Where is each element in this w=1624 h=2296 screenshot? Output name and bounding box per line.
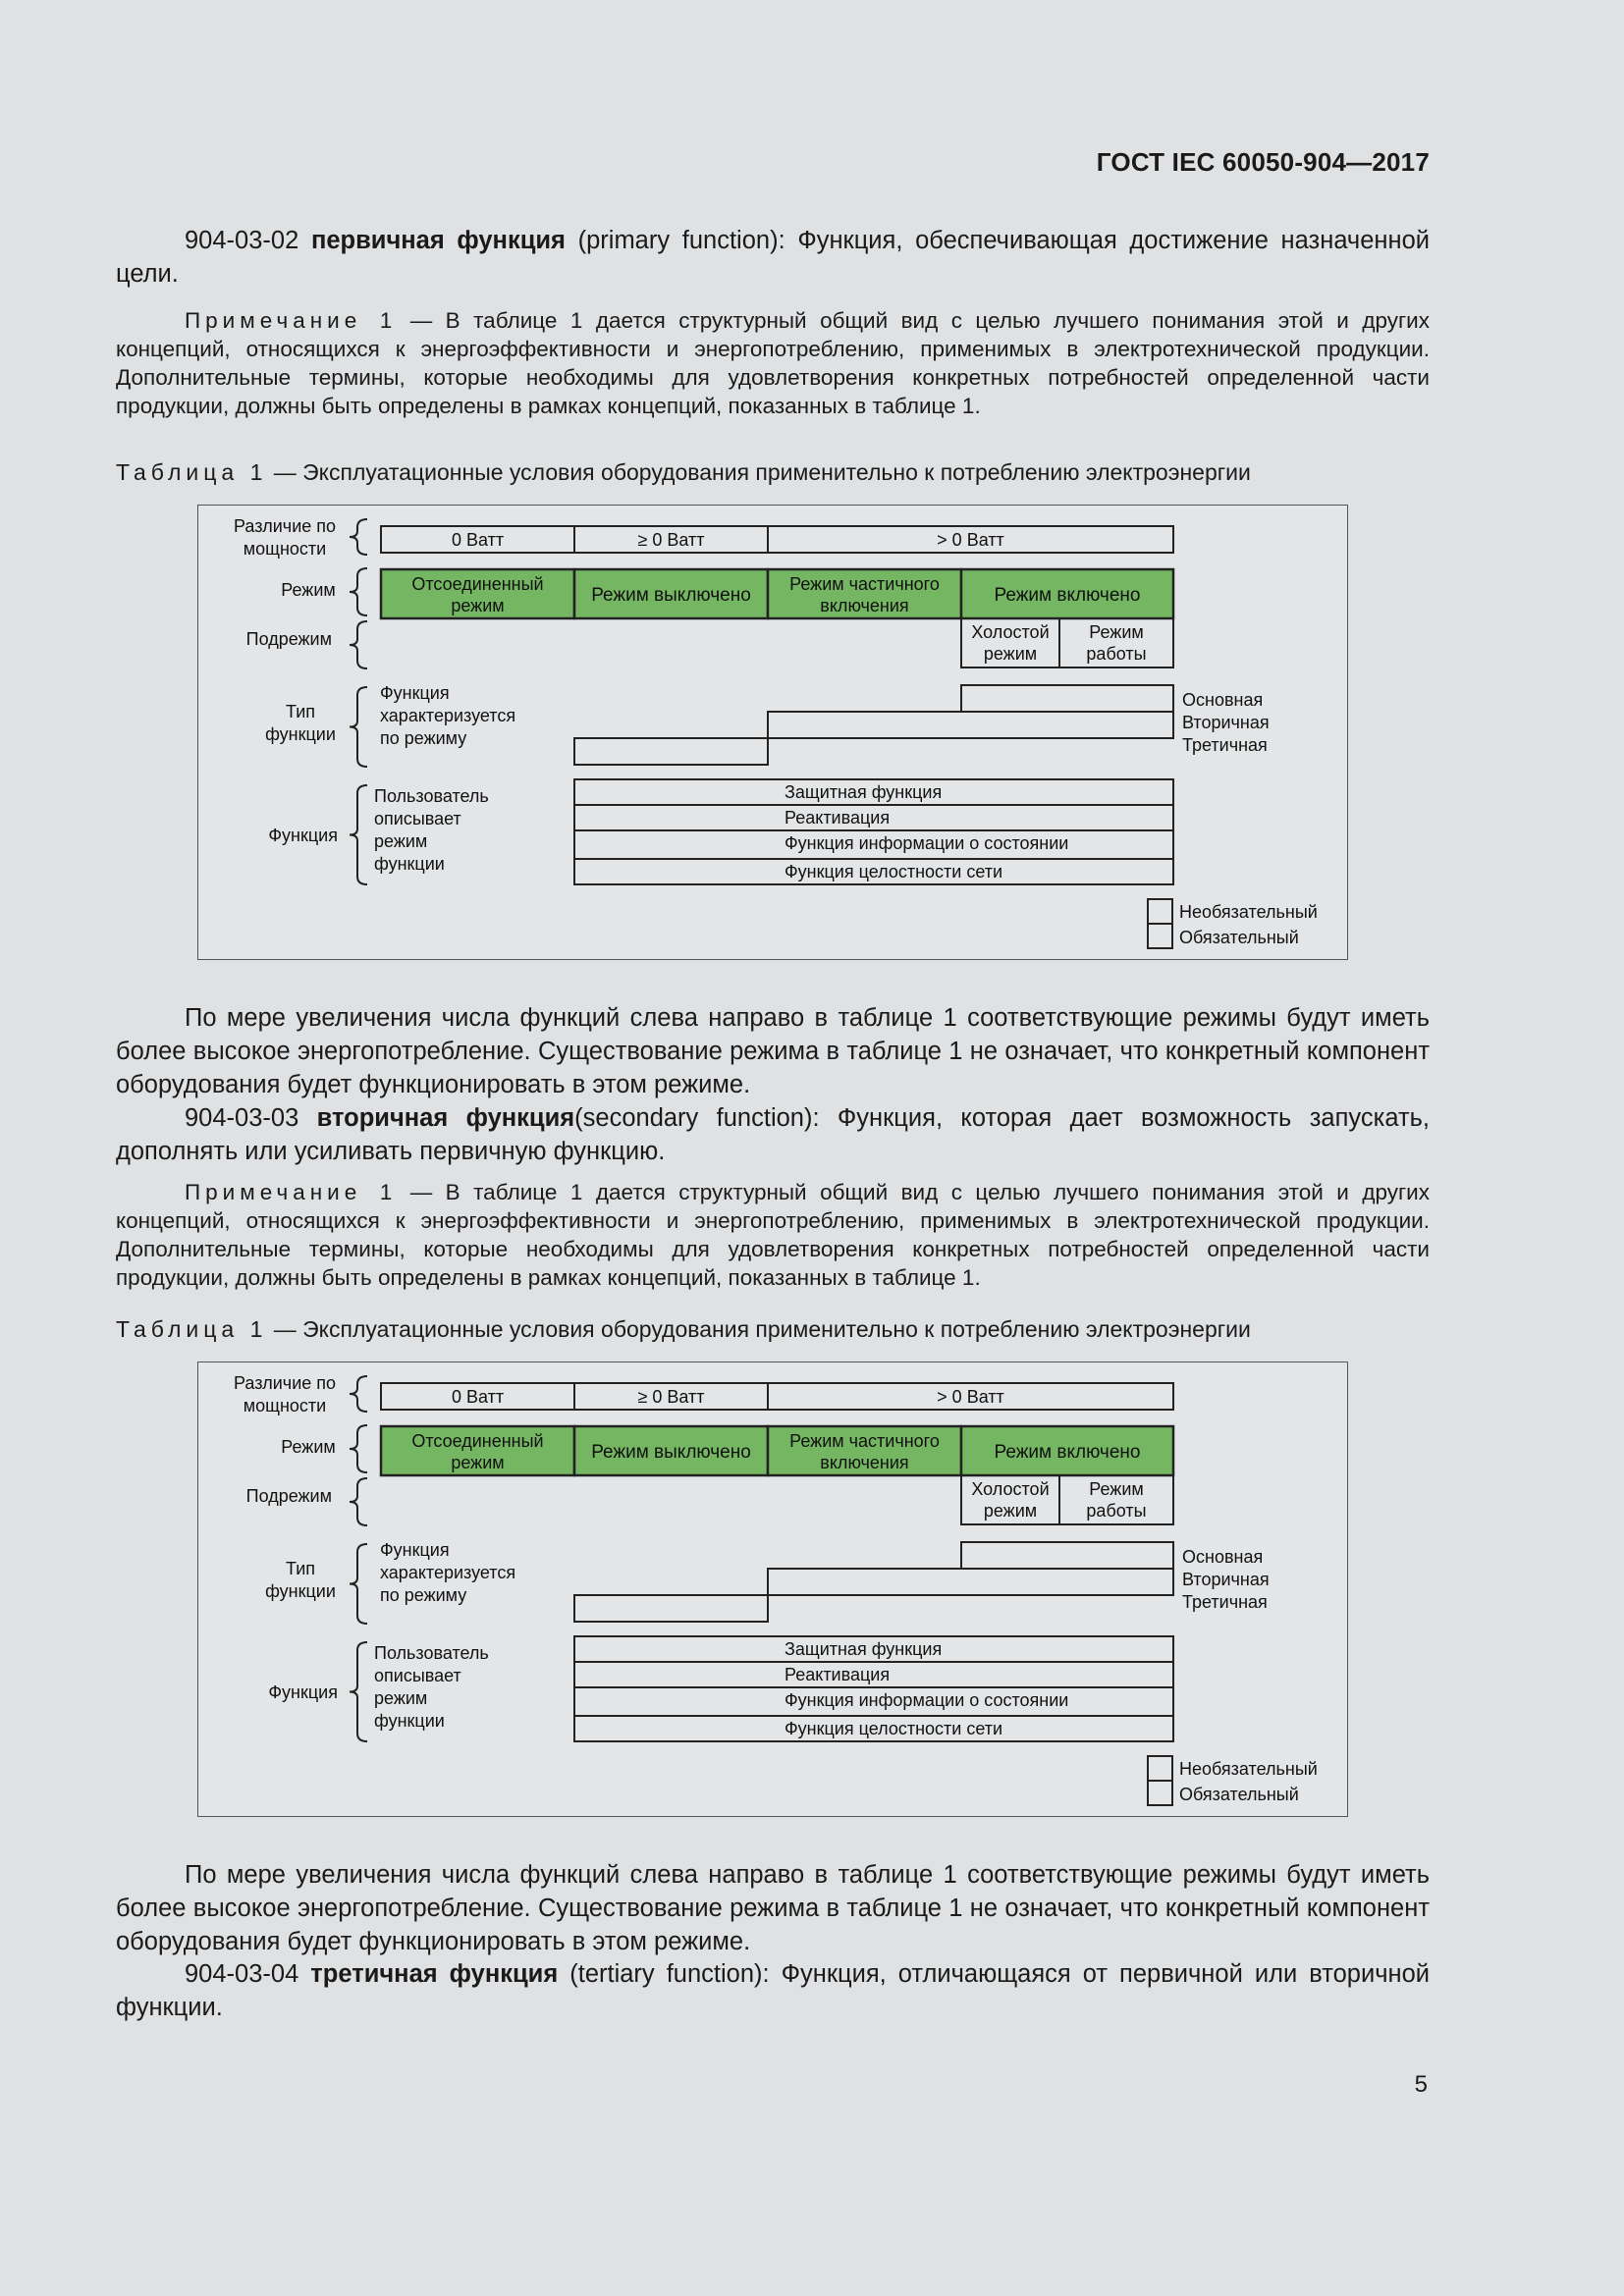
func-type-secondary-bar <box>768 1569 1173 1595</box>
submode-label: Режим <box>1089 622 1144 642</box>
mode-label: Режим частичного <box>789 1431 940 1451</box>
term-number: 904-03-03 <box>185 1104 299 1132</box>
mode-label: Отсоединенный <box>411 1431 544 1451</box>
term-definition: (primary function): Функция, обеспечивающая достижение назначенной цели. <box>116 227 1430 288</box>
note-2 <box>116 1178 1430 1292</box>
brace-submode <box>350 1478 367 1525</box>
row-label-submode: Подрежим <box>245 1486 332 1506</box>
row-label-power: мощности <box>243 1396 327 1415</box>
note-text: — В таблице 1 дается структурный общий вид с целью лучшего понимания этой и других концепций, относящихся к энергоэффективности и энергопотреблению, применимых в электротехнической продукции. Дополнительные термины, которые необходимы для удовлетворения конкретных потребностей определенной части продукции, должны быть определены в рамках концепций, показанных в таблице 1. <box>116 1180 1430 1290</box>
note-1 <box>116 306 1430 420</box>
note-label: Примечание 1 <box>185 1180 398 1204</box>
mode-label: Режим выключено <box>591 1442 751 1463</box>
row-label-mode: Режим <box>281 1437 336 1457</box>
function-row-label: Функция информации о состоянии <box>785 1690 1069 1710</box>
submode-label: работы <box>1086 644 1147 664</box>
legend-label: Обязательный <box>1179 928 1299 947</box>
submode-label: Режим <box>1089 1479 1144 1499</box>
function-desc: Пользователь <box>374 1643 489 1663</box>
row-label-func-type: функции <box>265 724 336 744</box>
mode-label: Режим включено <box>994 585 1141 606</box>
legend-optional-box <box>1148 1756 1172 1781</box>
row-label-function: Функция <box>268 1682 338 1702</box>
brace-func-type <box>350 687 367 767</box>
mode-label: Режим выключено <box>591 585 751 606</box>
brace-function <box>350 785 367 884</box>
row-label-func-type: Тип <box>285 1559 316 1578</box>
legend-optional-box <box>1148 899 1172 924</box>
term-number: 904-03-02 <box>185 227 299 254</box>
term-name: вторичная функция <box>316 1104 575 1132</box>
table-caption-2 <box>116 1314 1251 1344</box>
func-type-label: Вторичная <box>1182 1570 1270 1589</box>
mode-label: включения <box>820 596 909 615</box>
row-label-power: мощности <box>243 539 327 559</box>
paragraph-text: По мере увеличения числа функций слева направо в таблице 1 соответствующие режимы будут иметь более высокое энергопотребление. Существование режима в таблице 1 не означает, что конкретный компонент оборудования будет функционировать в этом режиме. <box>116 1861 1430 1955</box>
paragraph-text: По мере увеличения числа функций слева направо в таблице 1 соответствующие режимы будут иметь более высокое энергопотребление. Существование режима в таблице 1 не означает, что конкретный компонент оборудования будет функционировать в этом режиме. <box>116 1004 1430 1098</box>
function-row-label: Реактивация <box>785 808 891 828</box>
paragraph-energy-2 <box>116 1858 1430 1958</box>
term-name: третичная функция <box>310 1960 559 1988</box>
power-label: 0 Ватт <box>451 1387 505 1407</box>
mode-label: Режим частичного <box>789 574 940 594</box>
func-type-label: Третичная <box>1182 1592 1268 1612</box>
term-secondary-function <box>116 1101 1430 1168</box>
func-type-label: Третичная <box>1182 735 1268 755</box>
submode-label: режим <box>983 644 1038 664</box>
caption-text: — Эксплуатационные условия оборудования применительно к потреблению электроэнергии <box>273 1316 1251 1342</box>
function-row-label: Функция целостности сети <box>785 862 1003 881</box>
submode-label: Холостой <box>971 622 1050 642</box>
function-row-label: Реактивация <box>785 1665 891 1684</box>
row-label-mode: Режим <box>281 580 336 600</box>
term-number: 904-03-04 <box>185 1960 299 1988</box>
mode-label: режим <box>451 596 505 615</box>
paragraph-energy-1 <box>116 1001 1430 1101</box>
brace-power <box>350 1376 367 1412</box>
submode-label: работы <box>1086 1501 1147 1521</box>
term-primary-function <box>116 224 1430 291</box>
row-label-func-type: Тип <box>285 702 316 721</box>
legend-label: Необязательный <box>1179 1759 1318 1779</box>
caption-label: Таблица 1 <box>116 459 268 485</box>
table-caption-1 <box>116 457 1251 487</box>
func-type-desc: по режиму <box>380 1585 467 1605</box>
func-type-desc: характеризуется <box>380 1563 516 1582</box>
function-row-label: Функция информации о состоянии <box>785 833 1069 853</box>
standard-header: ГОСТ IEC 60050-904—2017 <box>1096 147 1430 177</box>
power-label: ≥ 0 Ватт <box>637 530 705 550</box>
func-type-desc: по режиму <box>380 728 467 748</box>
func-type-desc: Функция <box>380 683 450 703</box>
function-row-label: Защитная функция <box>785 1639 943 1659</box>
page-number: 5 <box>1414 2071 1428 2098</box>
function-row-label: Защитная функция <box>785 782 943 802</box>
brace-mode <box>350 1425 367 1472</box>
function-desc: режим <box>374 1688 428 1708</box>
figure-table-1-repeat <box>197 1362 1348 1817</box>
brace-mode <box>350 568 367 615</box>
submode-label: режим <box>983 1501 1038 1521</box>
function-desc: функции <box>374 854 445 874</box>
brace-power <box>350 519 367 555</box>
mode-label: Отсоединенный <box>411 574 544 594</box>
func-type-label: Вторичная <box>1182 713 1270 732</box>
func-type-primary-bar <box>961 685 1173 712</box>
row-label-submode: Подрежим <box>245 629 332 649</box>
func-type-desc: характеризуется <box>380 706 516 725</box>
func-type-tertiary-bar <box>574 738 768 765</box>
power-label: ≥ 0 Ватт <box>637 1387 705 1407</box>
term-name: первичная функция <box>310 227 566 254</box>
mode-label: режим <box>451 1453 505 1472</box>
function-desc: функции <box>374 1711 445 1731</box>
brace-function <box>350 1642 367 1741</box>
note-label: Примечание 1 <box>185 308 398 333</box>
submode-label: Холостой <box>971 1479 1050 1499</box>
legend-mandatory-box <box>1148 924 1172 948</box>
function-desc: описывает <box>374 1666 461 1685</box>
function-desc: Пользователь <box>374 786 489 806</box>
term-tertiary-function <box>116 1957 1430 2024</box>
term-definition: (secondary function): Функция, которая дает возможность запускать, дополнять или усиливать первичную функцию. <box>116 1104 1430 1165</box>
legend-label: Необязательный <box>1179 902 1318 922</box>
legend-mandatory-box <box>1148 1781 1172 1805</box>
power-label: > 0 Ватт <box>937 1387 1004 1407</box>
func-type-primary-bar <box>961 1542 1173 1569</box>
row-label-power: Различие по <box>233 1373 337 1393</box>
function-desc: описывает <box>374 809 461 828</box>
func-type-label: Основная <box>1182 1547 1264 1567</box>
function-desc: режим <box>374 831 428 851</box>
mode-label: Режим включено <box>994 1442 1141 1463</box>
func-type-label: Основная <box>1182 690 1264 710</box>
func-type-secondary-bar <box>768 712 1173 738</box>
brace-func-type <box>350 1544 367 1624</box>
func-type-desc: Функция <box>380 1540 450 1560</box>
power-label: 0 Ватт <box>451 530 505 550</box>
caption-text: — Эксплуатационные условия оборудования применительно к потреблению электроэнергии <box>273 459 1251 485</box>
term-definition: (tertiary function): Функция, отличающаяся от первичной или вторичной функции. <box>116 1960 1431 2021</box>
func-type-tertiary-bar <box>574 1595 768 1622</box>
caption-label: Таблица 1 <box>116 1316 268 1342</box>
brace-submode <box>350 621 367 668</box>
row-label-func-type: функции <box>265 1581 336 1601</box>
row-label-power: Различие по <box>233 516 337 536</box>
function-row-label: Функция целостности сети <box>785 1719 1003 1738</box>
mode-label: включения <box>820 1453 909 1472</box>
legend-label: Обязательный <box>1179 1785 1299 1804</box>
power-label: > 0 Ватт <box>937 530 1004 550</box>
figure-table-1 <box>197 505 1348 960</box>
note-text: — В таблице 1 дается структурный общий вид с целью лучшего понимания этой и других концепций, относящихся к энергоэффективности и энергопотреблению, применимых в электротехнической продукции. Дополнительные термины, которые необходимы для удовлетворения конкретных потребностей определенной части продукции, должны быть определены в рамках концепций, показанных в таблице 1. <box>116 308 1430 418</box>
row-label-function: Функция <box>268 826 338 845</box>
